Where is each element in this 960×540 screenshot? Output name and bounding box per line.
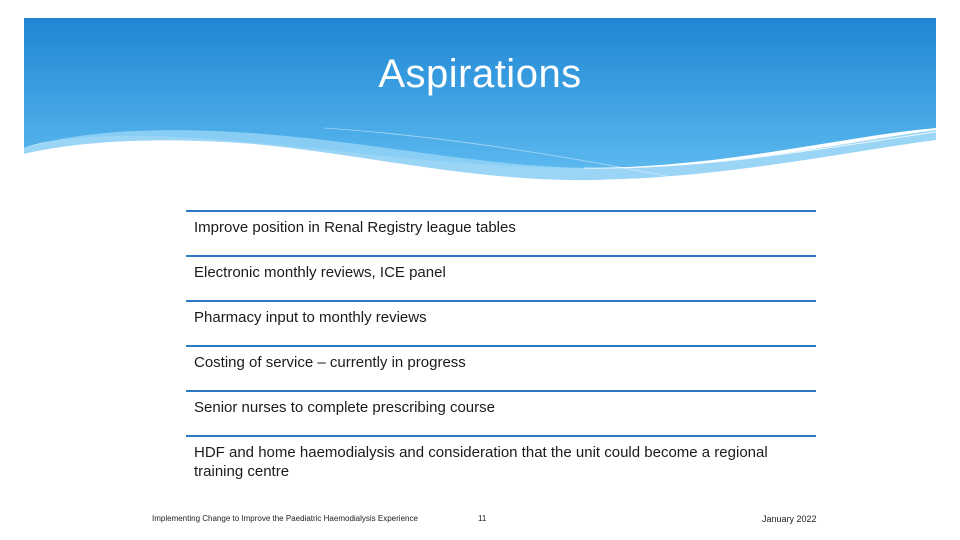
footer-date: January 2022 <box>762 514 817 524</box>
title-banner <box>24 18 936 198</box>
banner-wave-graphic <box>24 18 936 198</box>
list-item: Costing of service – currently in progress <box>186 345 816 390</box>
aspirations-list <box>186 210 816 495</box>
footer-page-number: 11 <box>478 514 487 523</box>
list-item: Improve position in Renal Registry league tables <box>186 210 816 255</box>
list-item: HDF and home haemodialysis and consideration that the unit could become a regional training centre <box>186 435 816 495</box>
page-title: Aspirations <box>378 52 582 96</box>
list-item: Electronic monthly reviews, ICE panel <box>186 255 816 300</box>
list-item: Senior nurses to complete prescribing course <box>186 390 816 435</box>
footer-presentation-title: Implementing Change to Improve the Paediatric Haemodialysis Experience <box>152 514 418 523</box>
list-item: Pharmacy input to monthly reviews <box>186 300 816 345</box>
